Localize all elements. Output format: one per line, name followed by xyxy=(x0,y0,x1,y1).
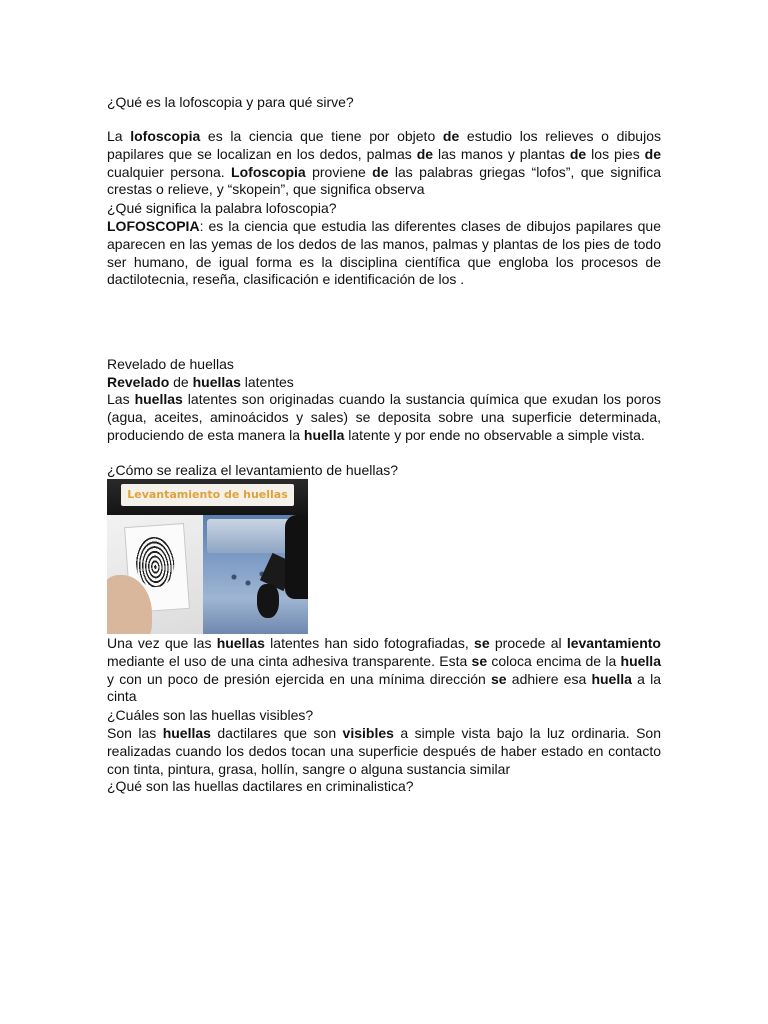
vehicle-window xyxy=(207,519,295,553)
question-word-meaning: ¿Qué significa la palabra lofoscopia? xyxy=(107,200,337,216)
question-levantamiento: ¿Cómo se realiza el levantamiento de huellas? xyxy=(107,462,399,478)
paragraph-levantamiento: Una vez que las huellas latentes han sido fotografiadas, se procede al levantamiento mediante el uso de una cinta adhesiva transparente. Esta se coloca encima de la huella y con un poco de presión ejercida en una mínima dirección se adhiere esa huella a la cinta xyxy=(107,635,661,705)
paragraph-lofoscopia-definition: La lofoscopia es la ciencia que tiene por objeto de estudio los relieves o dibujos papilares que se localizan en los dedos, palmas de las manos y plantas de los pies de cualquier persona. Lofoscopia proviene de las palabras griegas “lofos”, que significa crestas o relieve, y “skopein”, que significa observa xyxy=(107,128,662,198)
paragraph-huellas-latentes: Las huellas latentes son originadas cuando la sustancia química que exudan los poros (agua, aceites, aminoácidos y sales) se deposita sobre una superficie determinada, produciendo de esta manera la huella latente y por ende no observable a simple vista. xyxy=(107,391,661,443)
subheading-revelado-latentes: Revelado de huellas latentes xyxy=(107,374,294,390)
paragraph-lofoscopia-meaning: LOFOSCOPIA: es la ciencia que estudia las diferentes clases de dibujos papilares que aparecen en las yemas de los dedos de las manos, palmas y plantas de los pies de todo ser humano, de igual forma es la disciplina científica que engloba los procesos de dactilotecnia, reseña, clasificación e identificación de los . xyxy=(107,218,661,288)
image-banner-title: Levantamiento de huellas xyxy=(127,488,288,501)
question-huellas-visibles: ¿Cuáles son las huellas visibles? xyxy=(107,707,314,723)
levantamiento-image xyxy=(107,479,308,634)
question-huellas-criminalistica: ¿Qué son las huellas dactilares en criminalistica? xyxy=(107,778,414,794)
heading-revelado: Revelado de huellas xyxy=(107,356,234,372)
investigator-figure xyxy=(285,515,308,599)
question-what-is-lofoscopia: ¿Qué es la lofoscopia y para qué sirve? xyxy=(107,94,354,110)
gloved-hand xyxy=(257,584,279,618)
paragraph-huellas-visibles: Son las huellas dactilares que son visibles a simple vista bajo la luz ordinaria. Son realizadas cuando los dedos tocan una superficie después de haber estado en contacto con tinta, pintura, grasa, hollín, sangre o alguna sustancia similar xyxy=(107,725,661,777)
